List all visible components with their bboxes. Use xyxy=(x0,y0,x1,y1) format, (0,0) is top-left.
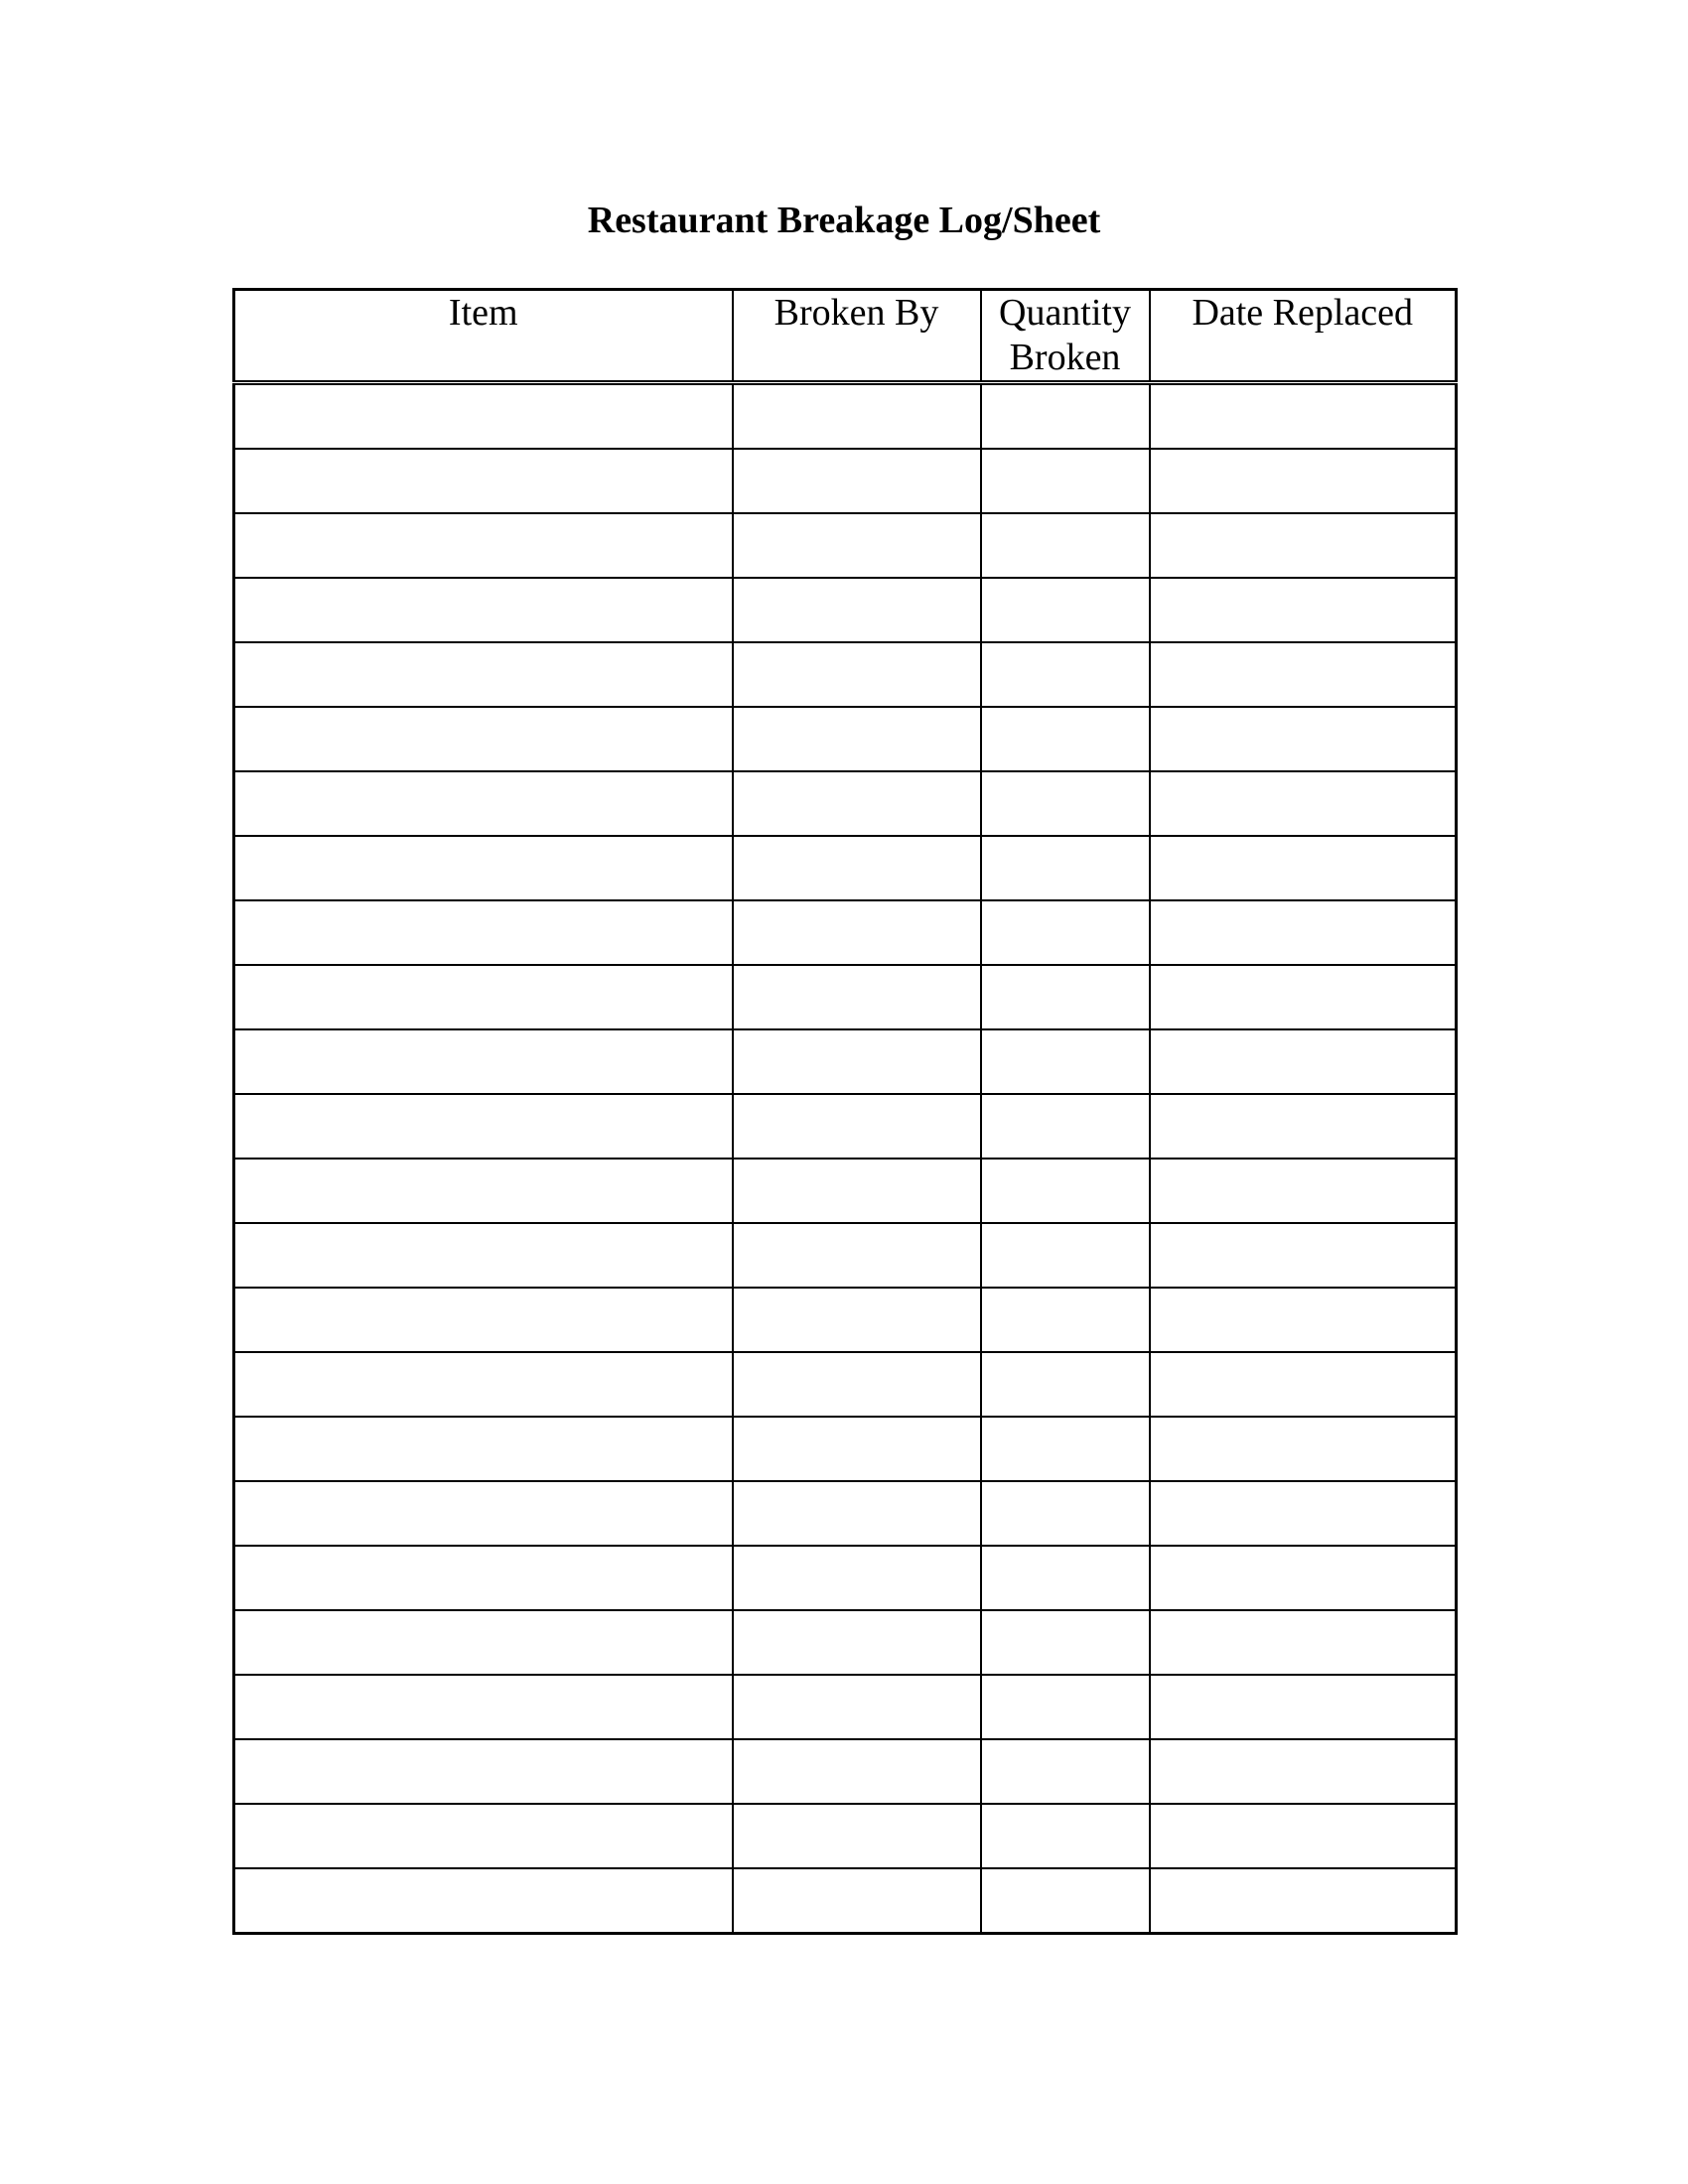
table-row xyxy=(234,1739,1457,1804)
table-row xyxy=(234,1352,1457,1417)
cell-item[interactable] xyxy=(234,449,733,513)
cell-quantity-broken[interactable] xyxy=(981,900,1150,965)
table-row xyxy=(234,1159,1457,1223)
cell-item[interactable] xyxy=(234,771,733,836)
cell-date-replaced[interactable] xyxy=(1150,1352,1457,1417)
cell-broken-by[interactable] xyxy=(733,836,981,900)
cell-date-replaced[interactable] xyxy=(1150,900,1457,965)
cell-item[interactable] xyxy=(234,1288,733,1352)
table-row xyxy=(234,1029,1457,1094)
table-row xyxy=(234,900,1457,965)
cell-item[interactable] xyxy=(234,900,733,965)
cell-quantity-broken[interactable] xyxy=(981,1868,1150,1934)
header-row xyxy=(234,290,1457,383)
cell-date-replaced[interactable] xyxy=(1150,1675,1457,1739)
cell-broken-by[interactable] xyxy=(733,1288,981,1352)
cell-item[interactable] xyxy=(234,1159,733,1223)
cell-broken-by[interactable] xyxy=(733,578,981,642)
cell-item[interactable] xyxy=(234,1352,733,1417)
cell-broken-by[interactable] xyxy=(733,1868,981,1934)
cell-broken-by[interactable] xyxy=(733,1804,981,1868)
cell-item[interactable] xyxy=(234,1804,733,1868)
table-row xyxy=(234,771,1457,836)
cell-quantity-broken[interactable] xyxy=(981,1288,1150,1352)
cell-broken-by[interactable] xyxy=(733,965,981,1029)
column-header-quantity-broken: Quantity Broken xyxy=(981,290,1150,383)
cell-quantity-broken[interactable] xyxy=(981,1094,1150,1159)
table-row xyxy=(234,1804,1457,1868)
cell-quantity-broken[interactable] xyxy=(981,1029,1150,1094)
cell-quantity-broken[interactable] xyxy=(981,1417,1150,1481)
cell-broken-by[interactable] xyxy=(733,449,981,513)
cell-broken-by[interactable] xyxy=(733,1352,981,1417)
cell-date-replaced[interactable] xyxy=(1150,707,1457,771)
cell-quantity-broken[interactable] xyxy=(981,1675,1150,1739)
column-header-broken-by: Broken By xyxy=(733,290,981,383)
cell-date-replaced[interactable] xyxy=(1150,771,1457,836)
cell-date-replaced[interactable] xyxy=(1150,578,1457,642)
cell-date-replaced[interactable] xyxy=(1150,1804,1457,1868)
cell-broken-by[interactable] xyxy=(733,513,981,578)
cell-date-replaced[interactable] xyxy=(1150,1417,1457,1481)
cell-item[interactable] xyxy=(234,642,733,707)
table-row xyxy=(234,383,1457,450)
column-header-date-replaced: Date Replaced xyxy=(1150,290,1457,383)
cell-quantity-broken[interactable] xyxy=(981,836,1150,900)
cell-item[interactable] xyxy=(234,513,733,578)
cell-quantity-broken[interactable] xyxy=(981,642,1150,707)
cell-item[interactable] xyxy=(234,965,733,1029)
cell-item[interactable] xyxy=(234,1417,733,1481)
table-row xyxy=(234,642,1457,707)
table-row xyxy=(234,1094,1457,1159)
cell-item[interactable] xyxy=(234,578,733,642)
cell-quantity-broken[interactable] xyxy=(981,707,1150,771)
cell-quantity-broken[interactable] xyxy=(981,1610,1150,1675)
cell-broken-by[interactable] xyxy=(733,707,981,771)
table-row xyxy=(234,1481,1457,1546)
cell-quantity-broken[interactable] xyxy=(981,383,1150,450)
column-header-item: Item xyxy=(234,290,733,383)
cell-quantity-broken[interactable] xyxy=(981,1546,1150,1610)
cell-quantity-broken[interactable] xyxy=(981,578,1150,642)
table-row xyxy=(234,836,1457,900)
breakage-log-table xyxy=(232,288,1458,1935)
table-row xyxy=(234,965,1457,1029)
table-row xyxy=(234,1223,1457,1288)
cell-broken-by[interactable] xyxy=(733,383,981,450)
cell-item[interactable] xyxy=(234,836,733,900)
cell-broken-by[interactable] xyxy=(733,1481,981,1546)
cell-date-replaced[interactable] xyxy=(1150,1288,1457,1352)
cell-date-replaced[interactable] xyxy=(1150,1481,1457,1546)
cell-quantity-broken[interactable] xyxy=(981,1223,1150,1288)
cell-item[interactable] xyxy=(234,1868,733,1934)
cell-broken-by[interactable] xyxy=(733,1739,981,1804)
cell-item[interactable] xyxy=(234,1223,733,1288)
cell-item[interactable] xyxy=(234,1481,733,1546)
table-row xyxy=(234,578,1457,642)
cell-quantity-broken[interactable] xyxy=(981,1159,1150,1223)
cell-quantity-broken[interactable] xyxy=(981,771,1150,836)
cell-quantity-broken[interactable] xyxy=(981,513,1150,578)
cell-date-replaced[interactable] xyxy=(1150,449,1457,513)
cell-date-replaced[interactable] xyxy=(1150,642,1457,707)
table-row xyxy=(234,449,1457,513)
table-row xyxy=(234,1675,1457,1739)
table-row xyxy=(234,1417,1457,1481)
cell-date-replaced[interactable] xyxy=(1150,1610,1457,1675)
cell-item[interactable] xyxy=(234,1546,733,1610)
cell-broken-by[interactable] xyxy=(733,1094,981,1159)
cell-date-replaced[interactable] xyxy=(1150,1159,1457,1223)
cell-broken-by[interactable] xyxy=(733,1159,981,1223)
table-row xyxy=(234,1546,1457,1610)
cell-date-replaced[interactable] xyxy=(1150,1546,1457,1610)
cell-date-replaced[interactable] xyxy=(1150,1739,1457,1804)
log-body xyxy=(234,383,1457,1934)
cell-quantity-broken[interactable] xyxy=(981,449,1150,513)
cell-broken-by[interactable] xyxy=(733,1029,981,1094)
cell-quantity-broken[interactable] xyxy=(981,1352,1150,1417)
table-row xyxy=(234,1288,1457,1352)
table-row xyxy=(234,1868,1457,1934)
cell-broken-by[interactable] xyxy=(733,1546,981,1610)
page-title: Restaurant Breakage Log/Sheet xyxy=(587,200,1101,241)
cell-date-replaced[interactable] xyxy=(1150,1223,1457,1288)
cell-quantity-broken[interactable] xyxy=(981,1739,1150,1804)
cell-item[interactable] xyxy=(234,383,733,450)
cell-item[interactable] xyxy=(234,1094,733,1159)
cell-date-replaced[interactable] xyxy=(1150,836,1457,900)
cell-item[interactable] xyxy=(234,1029,733,1094)
cell-broken-by[interactable] xyxy=(733,1675,981,1739)
cell-quantity-broken[interactable] xyxy=(981,1481,1150,1546)
cell-item[interactable] xyxy=(234,1610,733,1675)
cell-broken-by[interactable] xyxy=(733,642,981,707)
cell-broken-by[interactable] xyxy=(733,1223,981,1288)
cell-date-replaced[interactable] xyxy=(1150,965,1457,1029)
cell-date-replaced[interactable] xyxy=(1150,1868,1457,1934)
table-row xyxy=(234,1610,1457,1675)
cell-item[interactable] xyxy=(234,1739,733,1804)
cell-broken-by[interactable] xyxy=(733,900,981,965)
cell-quantity-broken[interactable] xyxy=(981,1804,1150,1868)
cell-broken-by[interactable] xyxy=(733,1610,981,1675)
cell-date-replaced[interactable] xyxy=(1150,513,1457,578)
cell-item[interactable] xyxy=(234,707,733,771)
cell-item[interactable] xyxy=(234,1675,733,1739)
table-row xyxy=(234,513,1457,578)
cell-date-replaced[interactable] xyxy=(1150,1094,1457,1159)
cell-date-replaced[interactable] xyxy=(1150,1029,1457,1094)
cell-broken-by[interactable] xyxy=(733,1417,981,1481)
table-row xyxy=(234,707,1457,771)
cell-broken-by[interactable] xyxy=(733,771,981,836)
cell-date-replaced[interactable] xyxy=(1150,383,1457,450)
cell-quantity-broken[interactable] xyxy=(981,965,1150,1029)
